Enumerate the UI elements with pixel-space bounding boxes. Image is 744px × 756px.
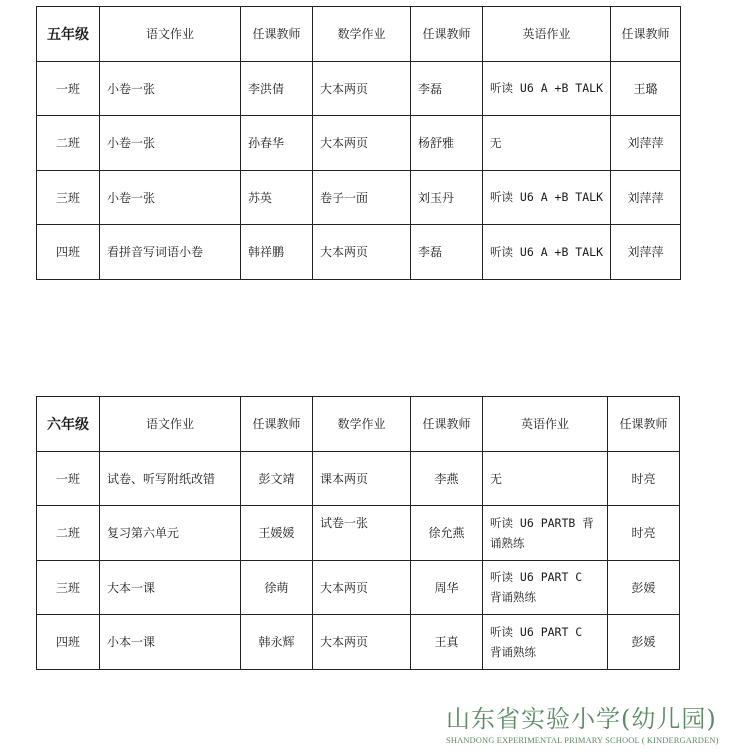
table-row xyxy=(37,170,681,225)
english-homework: 听读 U6 PART C 背诵熟练 xyxy=(483,560,608,615)
class-name: 一班 xyxy=(37,451,100,506)
math-homework: 大本两页 xyxy=(313,116,411,171)
chinese-teacher: 彭文靖 xyxy=(241,451,313,506)
table-row xyxy=(37,225,681,280)
english-homework: 听读 U6 PARTB 背诵熟练 xyxy=(483,506,608,561)
header-math-homework: 数学作业 xyxy=(313,7,411,62)
math-teacher: 王真 xyxy=(411,615,483,670)
chinese-homework: 小卷一张 xyxy=(100,61,241,116)
table-row xyxy=(37,615,680,670)
math-teacher: 李燕 xyxy=(411,451,483,506)
english-teacher: 彭媛 xyxy=(608,615,680,670)
header-english-homework: 英语作业 xyxy=(483,7,611,62)
class-name: 二班 xyxy=(37,506,100,561)
table-row xyxy=(37,61,681,116)
grade-label: 六年级 xyxy=(37,397,100,452)
class-name: 二班 xyxy=(37,116,100,171)
table-row xyxy=(37,560,680,615)
english-homework: 无 xyxy=(483,451,608,506)
math-teacher: 李磊 xyxy=(411,61,483,116)
header-chinese-homework: 语文作业 xyxy=(100,7,241,62)
math-homework: 课本两页 xyxy=(313,451,411,506)
class-name: 四班 xyxy=(37,225,100,280)
header-teacher: 任课教师 xyxy=(411,397,483,452)
chinese-homework: 看拼音写词语小卷 xyxy=(100,225,241,280)
header-english-homework: 英语作业 xyxy=(483,397,608,452)
school-name-chinese: 山东省实验小学(幼儿园) xyxy=(446,705,717,733)
class-name: 三班 xyxy=(37,170,100,225)
table-row xyxy=(37,506,680,561)
english-homework: 听读 U6 A +B TALK xyxy=(483,61,611,116)
english-homework: 无 xyxy=(483,116,611,171)
math-teacher: 李磊 xyxy=(411,225,483,280)
header-teacher: 任课教师 xyxy=(241,7,313,62)
class-name: 三班 xyxy=(37,560,100,615)
math-homework: 大本两页 xyxy=(313,615,411,670)
header-math-homework: 数学作业 xyxy=(313,397,411,452)
grade-label: 五年级 xyxy=(37,7,100,62)
header-teacher: 任课教师 xyxy=(608,397,680,452)
class-name: 一班 xyxy=(37,61,100,116)
table-row xyxy=(37,451,680,506)
chinese-teacher: 韩祥鹏 xyxy=(241,225,313,280)
english-homework: 听读 U6 PART C 背诵熟练 xyxy=(483,615,608,670)
header-teacher: 任课教师 xyxy=(411,7,483,62)
header-chinese-homework: 语文作业 xyxy=(100,397,241,452)
grade5-homework-table xyxy=(36,6,681,280)
table-row xyxy=(37,116,681,171)
chinese-teacher: 韩永辉 xyxy=(241,615,313,670)
school-name-english: SHANDONG EXPERIMENTAL PRIMARY SCHOOL ( KINDERGARDEN) xyxy=(446,735,719,745)
english-teacher: 刘萍萍 xyxy=(611,225,681,280)
chinese-homework: 小本一课 xyxy=(100,615,241,670)
chinese-homework: 复习第六单元 xyxy=(100,506,241,561)
english-teacher: 彭媛 xyxy=(608,560,680,615)
chinese-teacher: 李洪倩 xyxy=(241,61,313,116)
table-header-row xyxy=(37,7,681,62)
math-teacher: 周华 xyxy=(411,560,483,615)
math-teacher: 徐允燕 xyxy=(411,506,483,561)
english-teacher: 王璐 xyxy=(611,61,681,116)
table-header-row xyxy=(37,397,680,452)
chinese-teacher: 孙春华 xyxy=(241,116,313,171)
chinese-teacher: 徐萌 xyxy=(241,560,313,615)
class-name: 四班 xyxy=(37,615,100,670)
math-homework: 试卷一张 xyxy=(313,506,411,561)
school-logo xyxy=(446,704,738,746)
english-teacher: 时亮 xyxy=(608,506,680,561)
grade6-homework-table xyxy=(36,396,680,670)
chinese-teacher: 苏英 xyxy=(241,170,313,225)
math-homework: 大本两页 xyxy=(313,61,411,116)
math-teacher: 刘玉丹 xyxy=(411,170,483,225)
header-teacher: 任课教师 xyxy=(611,7,681,62)
chinese-homework: 小卷一张 xyxy=(100,116,241,171)
english-teacher: 刘萍萍 xyxy=(611,116,681,171)
english-teacher: 时亮 xyxy=(608,451,680,506)
chinese-homework: 大本一课 xyxy=(100,560,241,615)
chinese-homework: 试卷、听写附纸改错 xyxy=(100,451,241,506)
english-homework: 听读 U6 A +B TALK xyxy=(483,225,611,280)
english-teacher: 刘萍萍 xyxy=(611,170,681,225)
chinese-homework: 小卷一张 xyxy=(100,170,241,225)
math-teacher: 杨舒雅 xyxy=(411,116,483,171)
header-teacher: 任课教师 xyxy=(241,397,313,452)
math-homework: 大本两页 xyxy=(313,225,411,280)
chinese-teacher: 王媛媛 xyxy=(241,506,313,561)
english-homework: 听读 U6 A +B TALK xyxy=(483,170,611,225)
math-homework: 大本两页 xyxy=(313,560,411,615)
math-homework: 卷子一面 xyxy=(313,170,411,225)
